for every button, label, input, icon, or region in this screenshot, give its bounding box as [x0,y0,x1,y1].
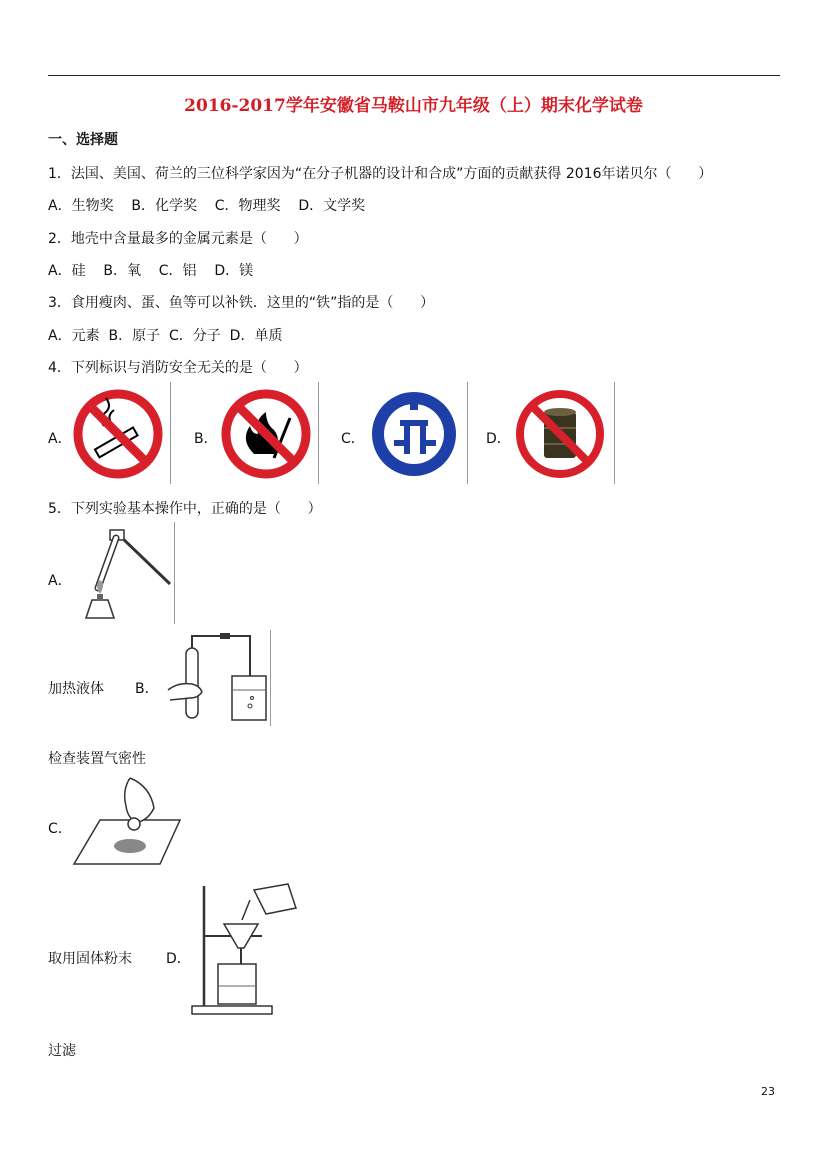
no-smoking-icon [70,382,170,484]
q5-option-d-filtration [188,880,304,1018]
q4-label-a: A． [48,431,72,447]
powder-pinch-icon [70,770,184,866]
page-number: 23 [761,1085,775,1098]
q5-option-b-airtightness [160,630,271,726]
q4-label-c: C． [341,431,365,447]
water-saving-icon [364,382,467,484]
q2-options: A．硅 B．氧 C．铝 D．镁 [48,263,254,279]
heating-test-tube-icon [70,522,174,624]
q5-label-a: A． [48,573,72,589]
q5-label-c: C． [48,821,72,837]
q1-stem: 1．法国、美国、荷兰的三位科学家因为“在分子机器的设计和合成”方面的贡献获得 2016年诺贝尔（ ） [48,166,713,182]
no-fire-icon [218,382,318,484]
q4-option-d [510,382,615,484]
q5-caption-a: 加热液体 [48,681,104,697]
q5-caption-d: 过滤 [48,1043,76,1059]
q5-label-b: B． [135,681,159,697]
q4-stem: 4．下列标识与消防安全无关的是（ ） [48,360,308,376]
no-oil-drum-icon [510,382,614,484]
page-title: 2016-2017学年安徽省马鞍山市九年级（上）期末化学试卷 [184,96,643,116]
section-heading: 一、选择题 [48,132,118,148]
q3-options: A．元素 B．原子 C．分子 D．单质 [48,328,283,344]
q4-option-a [70,382,171,484]
q5-caption-b: 检查装置气密性 [48,751,146,767]
q4-option-c [364,382,468,484]
top-rule [48,75,780,76]
q1-options: A．生物奖 B．化学奖 C．物理奖 D．文学奖 [48,198,366,214]
q5-label-d: D． [166,951,191,967]
q5-stem: 5．下列实验基本操作中，正确的是（ ） [48,501,322,517]
q4-label-d: D． [486,431,511,447]
filtration-icon [188,880,304,1018]
airtightness-check-icon [160,630,270,726]
q2-stem: 2．地壳中含量最多的金属元素是（ ） [48,231,308,247]
q3-stem: 3．食用瘦肉、蛋、鱼等可以补铁．这里的“铁”指的是（ ） [48,295,435,311]
q5-option-c-solid-powder [70,770,184,866]
q5-caption-c: 取用固体粉末 [48,951,132,967]
q4-label-b: B． [194,431,218,447]
q5-option-a-heating-liquid [70,522,175,624]
q4-option-b [218,382,319,484]
